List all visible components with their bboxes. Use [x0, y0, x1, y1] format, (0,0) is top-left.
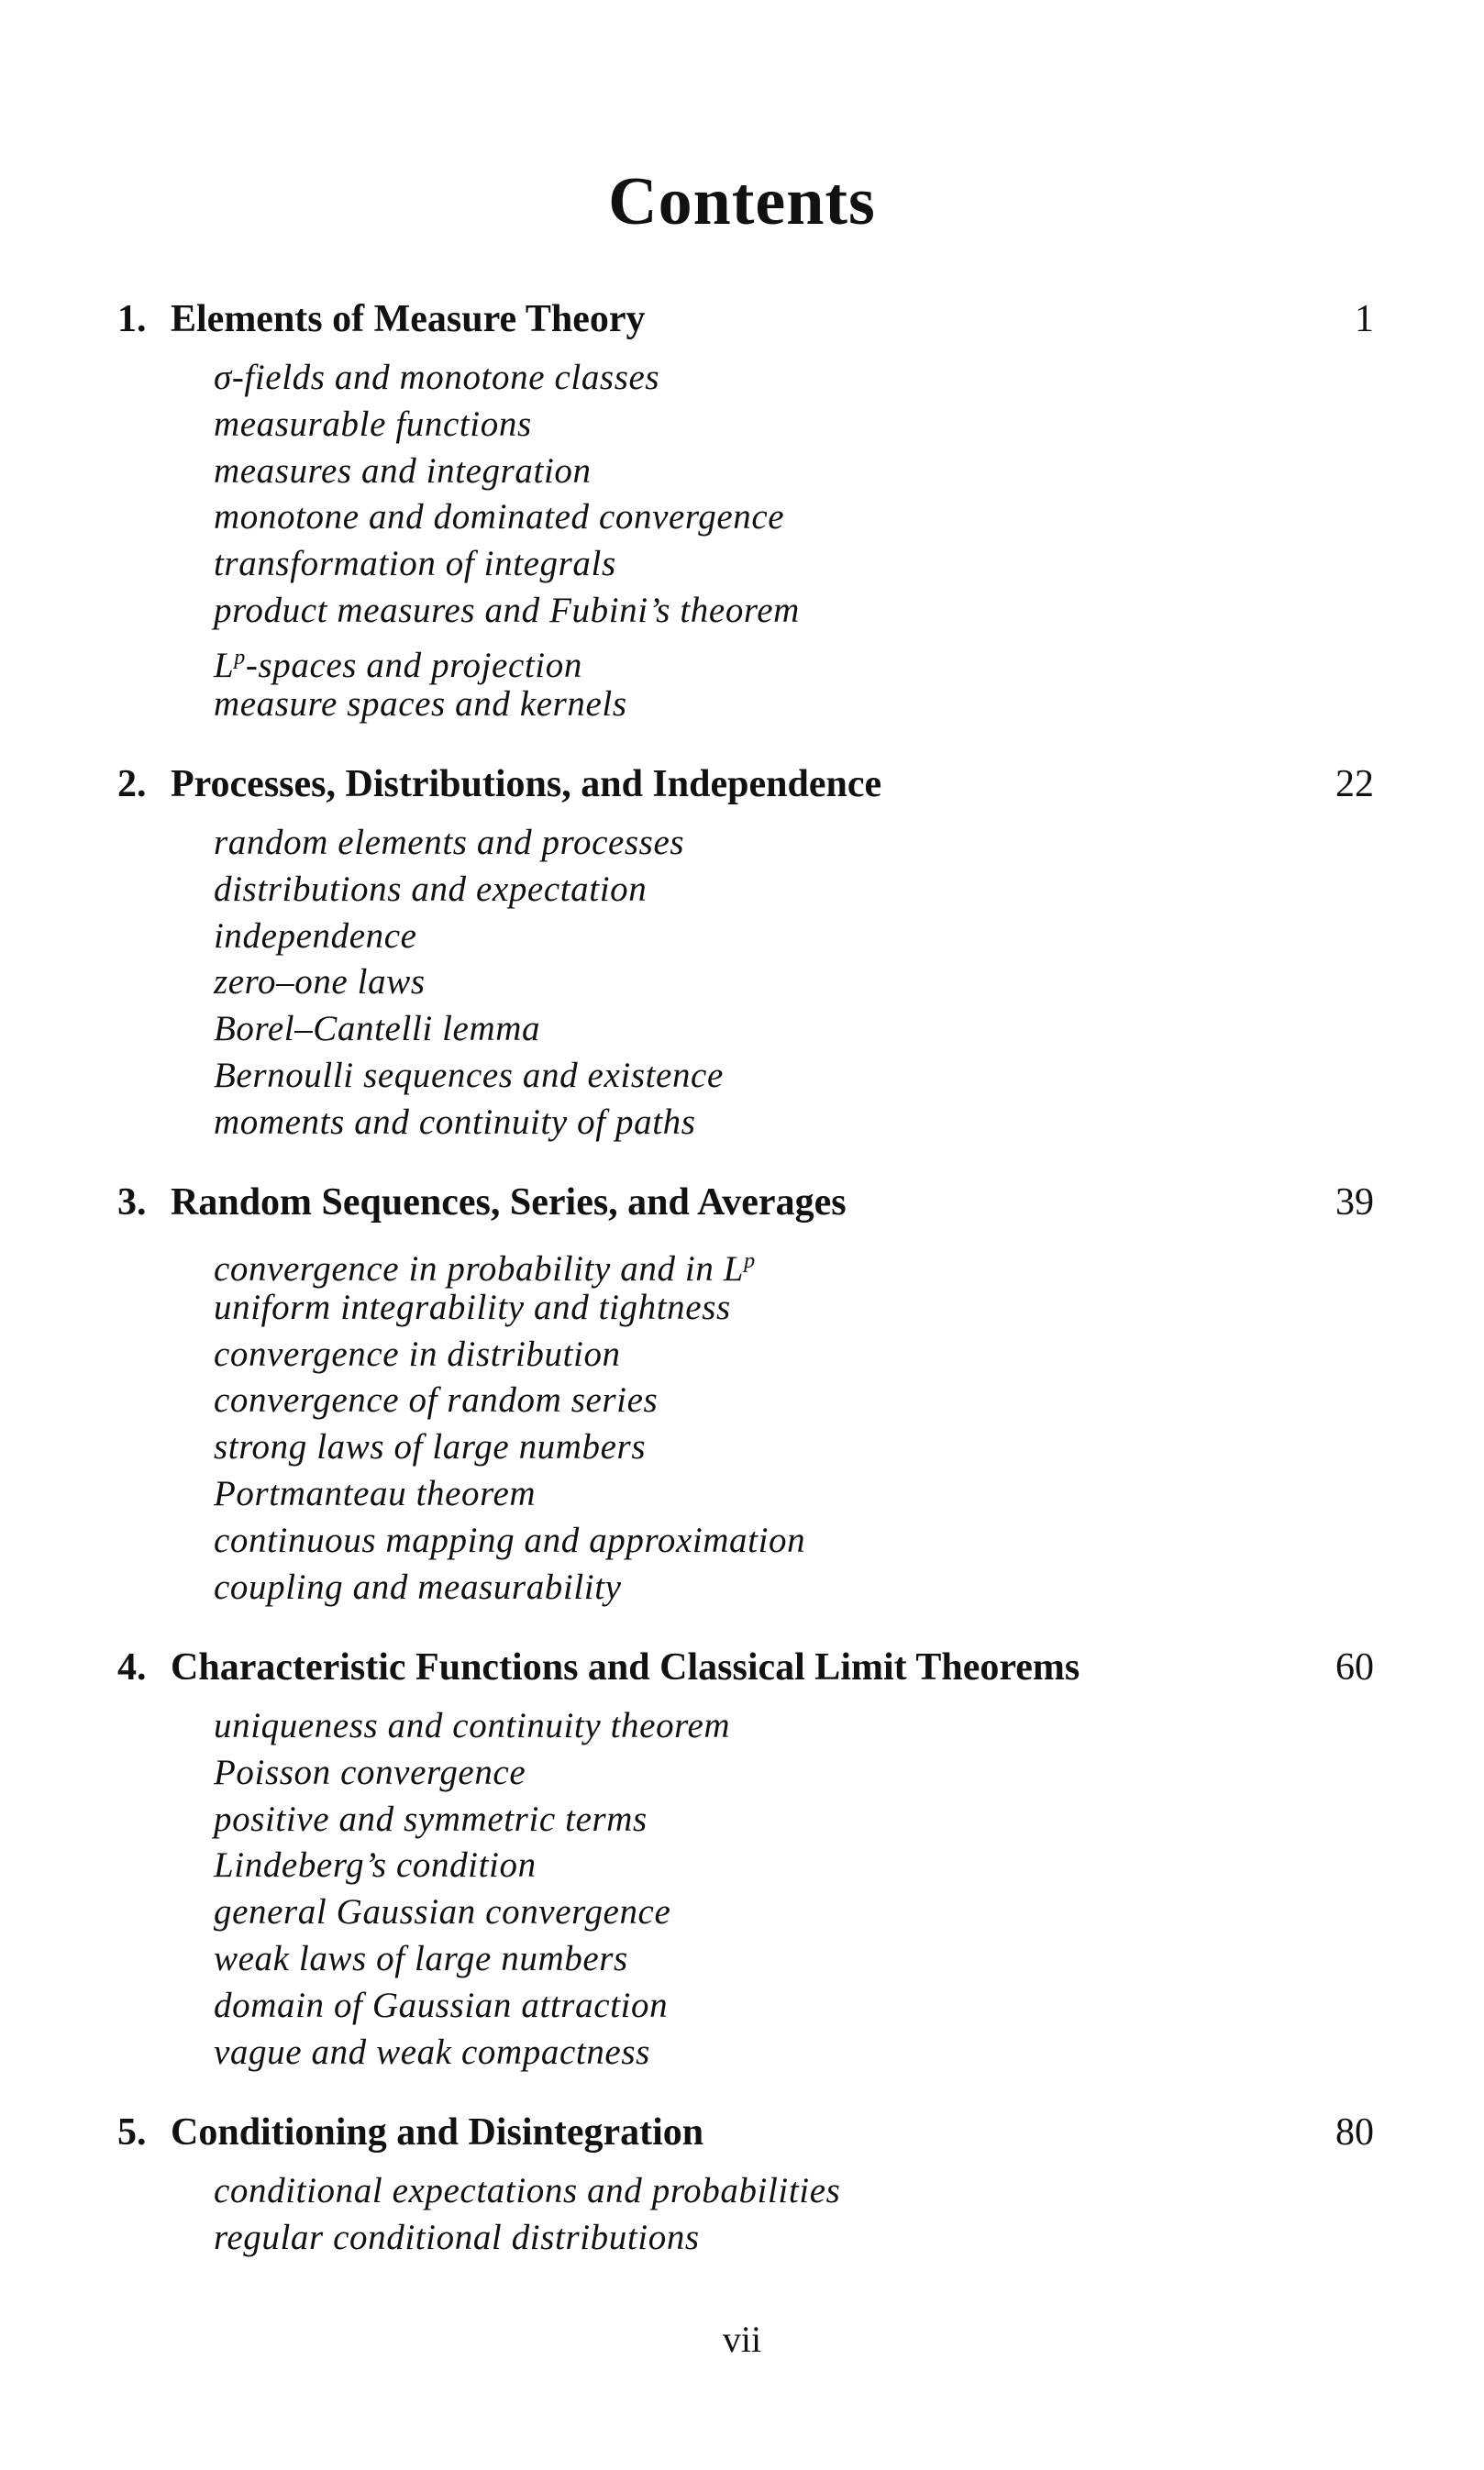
topic-list [214, 2168, 1374, 2262]
chapter-2 [117, 757, 1374, 1146]
topic-item: uniform integrability and tightness [214, 1287, 731, 1327]
topic-item: uniqueness and continuity theorem [214, 1706, 731, 1745]
topic-item: weak laws of large numbers [214, 1938, 628, 1978]
topic-item: positive and symmetric terms [214, 1799, 648, 1839]
topic-item: $L^p$-spaces and projection [214, 645, 582, 685]
chapter-number: 5. [117, 2111, 147, 2154]
chapter-title: Characteristic Functions and Classical Limit Theorems [171, 1646, 1080, 1689]
topic-item: product measures and Fubini’s theorem [214, 590, 800, 630]
topic-item: continuous mapping and approximation [214, 1520, 806, 1560]
topic-item: general Gaussian convergence [214, 1892, 671, 1933]
chapter-title: Elements of Measure Theory [171, 298, 646, 340]
topic-list [214, 355, 1374, 727]
topic-item: Poisson convergence [214, 1752, 526, 1792]
chapter-title: Random Sequences, Series, and Averages [171, 1181, 847, 1224]
topic-item: zero–one laws [214, 962, 426, 1002]
topic-item: moments and continuity of paths [214, 1102, 696, 1142]
topic-item: measurable functions [214, 404, 532, 444]
topic-item: vague and weak compactness [214, 2032, 650, 2072]
topic-list [214, 1703, 1374, 2076]
topic-item: convergence in distribution [214, 1334, 621, 1374]
topic-item: Bernoulli sequences and existence [214, 1055, 724, 1095]
chapter-heading[interactable] [117, 2105, 1374, 2160]
chapter-5 [117, 2105, 1374, 2262]
topic-list [214, 1238, 1374, 1611]
topic-item: convergence in probability and in $L^p$ [214, 1249, 756, 1289]
chapter-heading[interactable] [117, 757, 1374, 812]
superscript-p: p [744, 1249, 756, 1273]
chapter-heading[interactable] [117, 292, 1374, 347]
topic-item: domain of Gaussian attraction [214, 1985, 669, 2025]
page-number: vii [722, 2319, 762, 2360]
topic-item: measure spaces and kernels [214, 683, 627, 724]
topic-item: σ-fields and monotone classes [214, 358, 660, 397]
chapter-page-number: 22 [1335, 763, 1374, 805]
topic-item: Borel–Cantelli lemma [214, 1009, 541, 1049]
topic-item: random elements and processes [214, 823, 685, 862]
chapter-page-number: 39 [1335, 1181, 1374, 1224]
topic-item: Portmanteau theorem [214, 1473, 537, 1513]
chapter-number: 4. [117, 1646, 147, 1689]
chapter-title: Processes, Distributions, and Independence [171, 763, 882, 805]
chapter-1 [117, 292, 1374, 727]
chapter-4 [117, 1640, 1374, 2076]
topic-item: conditional expectations and probabilities [214, 2171, 841, 2210]
topic-item: coupling and measurability [214, 1567, 622, 1607]
topic-item: measures and integration [214, 450, 592, 491]
chapter-3 [117, 1175, 1374, 1611]
superscript-p: p [234, 645, 246, 670]
topic-item: Lindeberg’s condition [214, 1845, 537, 1886]
topic-item: independence [214, 915, 417, 956]
chapter-page-number: 1 [1355, 298, 1374, 340]
chapter-page-number: 60 [1335, 1646, 1374, 1689]
topic-item: distributions and expectation [214, 869, 648, 909]
topic-item: regular conditional distributions [214, 2217, 700, 2257]
chapter-heading[interactable] [117, 1175, 1374, 1230]
topic-item: monotone and dominated convergence [214, 497, 785, 537]
chapter-page-number: 80 [1335, 2111, 1374, 2154]
topic-list [214, 820, 1374, 1146]
chapter-number: 2. [117, 763, 147, 805]
topic-item: convergence of random series [214, 1380, 659, 1421]
chapter-heading[interactable] [117, 1640, 1374, 1695]
chapter-number: 3. [117, 1181, 147, 1224]
chapter-title: Conditioning and Disintegration [171, 2111, 704, 2154]
topic-item: strong laws of large numbers [214, 1427, 647, 1468]
page-title: Contents [608, 164, 876, 239]
chapter-number: 1. [117, 298, 147, 340]
topic-item: transformation of integrals [214, 544, 616, 584]
